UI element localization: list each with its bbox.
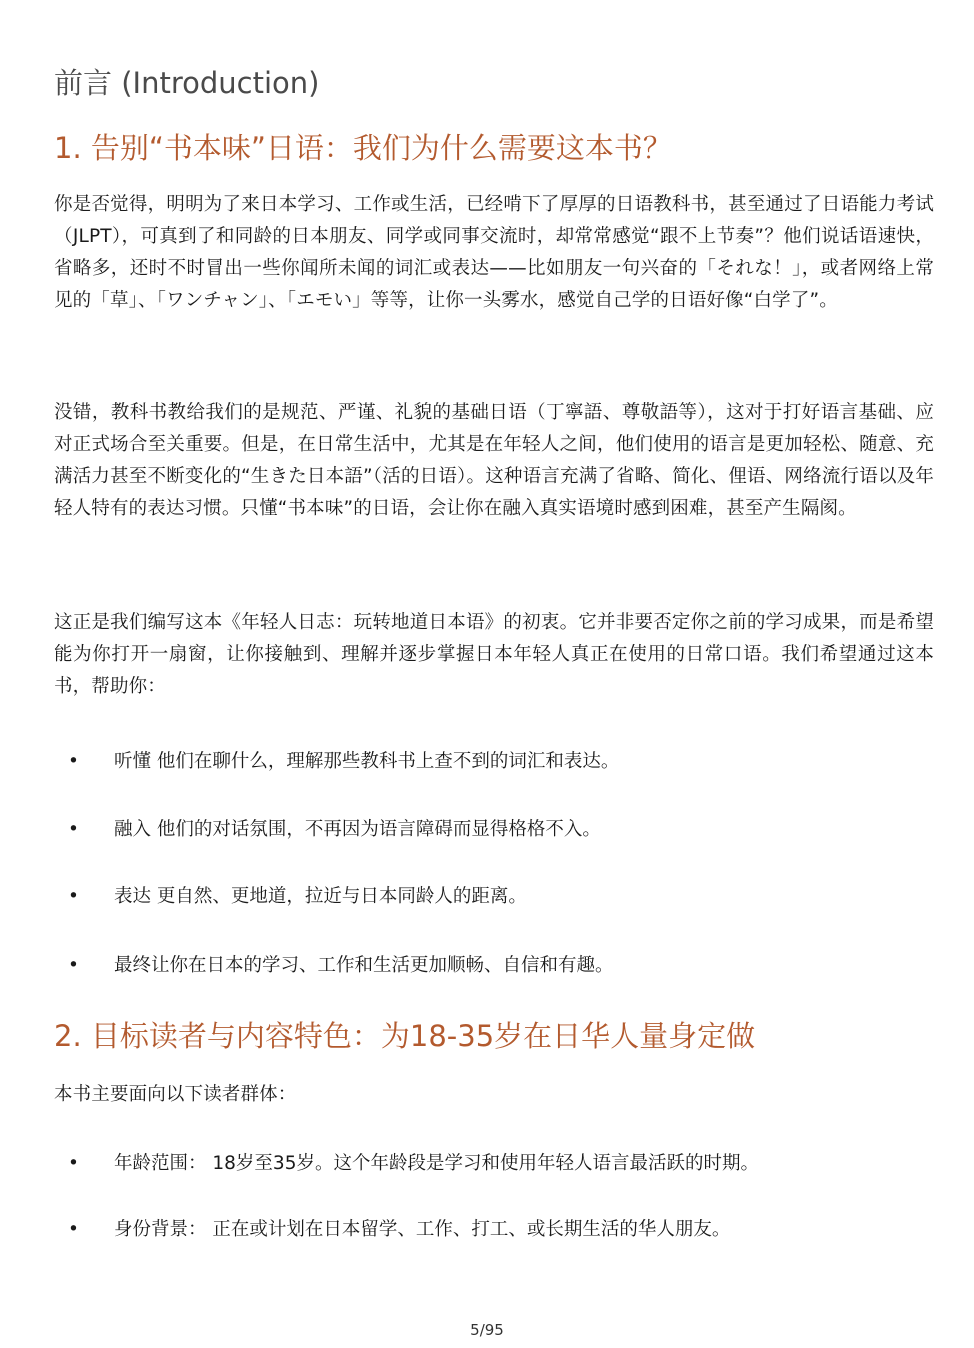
list-item [54, 881, 934, 913]
bullet-marker: • [68, 955, 79, 976]
list-item-text: 年龄范围： 18岁至35岁。这个年龄段是学习和使用年轻人语言最活跃的时期。 [114, 1153, 759, 1174]
section-2-heading: 2. 目标读者与内容特色：为18-35岁在日华人量身定做 [54, 1019, 756, 1053]
section-1-heading: 1. 告别“书本味”日语：我们为什么需要这本书？ [54, 131, 672, 165]
section-1-paragraph-2: 没错，教科书教给我们的是规范、严谨、礼貌的基础日语（丁寧語、尊敬語等），这对于打好语言基础、应对正式场合至关重要。但是，在日常生活中，尤其是在年轻人之间，他们使用的语言是更加轻松、随意、充满活力甚至不断变化的“生きた日本語”（活的日语）。这种语言充满了省略、简化、俚语、网络流行语以及年轻人特有的表达习惯。只懂“书本味”的日语，会让你在融入真实语境时感到困难，甚至产生隔阂。 [54, 402, 934, 519]
list-item [54, 746, 934, 778]
list-item-text: 最终让你在日本的学习、工作和生活更加顺畅、自信和有趣。 [114, 955, 614, 976]
list-item [54, 814, 934, 846]
list-item-text: 身份背景： 正在或计划在日本留学、工作、打工、或长期生活的华人朋友。 [114, 1219, 731, 1240]
list-item [54, 950, 934, 982]
section-2-intro: 本书主要面向以下读者群体： [54, 1084, 297, 1105]
section-1-paragraph-3: 这正是我们编写这本《年轻人日志：玩转地道日本语》的初衷。它并非要否定你之前的学习成果，而是希望能为你打开一扇窗，让你接触到、理解并逐步掌握日本年轻人真正在使用的日常口语。我们希望通过这本书，帮助你： [54, 612, 934, 697]
chapter-title: 前言 (Introduction) [54, 66, 320, 100]
page-number: 5/95 [470, 1321, 504, 1339]
section-1-paragraph-1: 你是否觉得，明明为了来日本学习、工作或生活，已经啃下了厚厚的日语教科书，甚至通过了日语能力考试（JLPT），可真到了和同龄的日本朋友、同学或同事交流时，却常常感觉“跟不上节奏”？他们说话语速快，省略多，还时不时冒出一些你闻所未闻的词汇或表达——比如朋友一句兴奋的「それな！」，或者网络上常见的「草」、「ワンチャン」、「エモい」等等，让你一头雾水，感觉自己学的日语好像“白学了”。 [54, 194, 934, 311]
bullet-marker: • [68, 1153, 79, 1174]
list-item-text: 融入 他们的对话氛围，不再因为语言障碍而显得格格不入。 [114, 819, 601, 840]
bullet-marker: • [68, 819, 79, 840]
list-item [54, 1148, 934, 1180]
list-item [54, 1214, 934, 1246]
bullet-marker: • [68, 886, 79, 907]
list-item-text: 听懂 他们在聊什么，理解那些教科书上查不到的词汇和表达。 [114, 751, 620, 772]
bullet-marker: • [68, 751, 79, 772]
list-item-text: 表达 更自然、更地道，拉近与日本同龄人的距离。 [114, 886, 527, 907]
bullet-marker: • [68, 1219, 79, 1240]
